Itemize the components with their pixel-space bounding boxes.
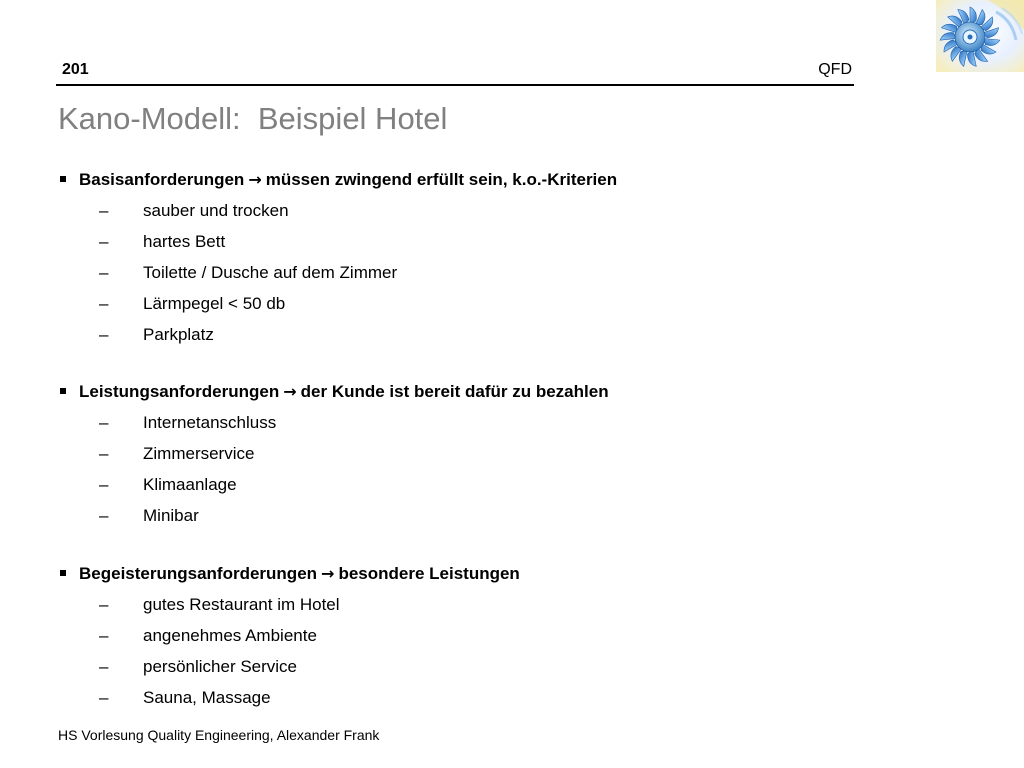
list-item-text: sauber und trocken [143, 201, 289, 220]
dash-bullet: – [99, 688, 109, 707]
section-term: Begeisterungsanforderungen [79, 564, 318, 583]
right-arrow-icon: → [321, 564, 335, 583]
header-topic-label: QFD [818, 61, 852, 78]
section-heading [60, 380, 609, 404]
dash-bullet: – [99, 294, 109, 313]
dash-bullet: – [99, 263, 109, 282]
dash-bullet: – [99, 657, 109, 676]
header-divider [56, 84, 854, 86]
list-item-text: hartes Bett [143, 232, 226, 251]
section-heading [60, 562, 520, 586]
right-arrow-icon: → [283, 382, 297, 401]
slide-title: Kano-Modell: Beispiel Hotel [58, 101, 448, 136]
list-item-text: Internetanschluss [143, 413, 277, 432]
dash-bullet: – [99, 232, 109, 251]
list-item-text: Klimaanlage [143, 475, 237, 494]
dash-bullet: – [99, 626, 109, 645]
list-item-text: Parkplatz [143, 325, 214, 344]
dash-bullet: – [99, 413, 109, 432]
logo-graphic [936, 0, 1024, 72]
dash-bullet: – [99, 201, 109, 220]
list-item-text: Sauna, Massage [143, 688, 271, 707]
list-item-text: gutes Restaurant im Hotel [143, 595, 340, 614]
section-description: der Kunde ist bereit dafür zu bezahlen [300, 382, 609, 401]
section-description: müssen zwingend erfüllt sein, k.o.-Kriterien [265, 170, 618, 189]
slide-number: 201 [62, 61, 89, 78]
section-description: besondere Leistungen [338, 564, 520, 583]
turbine-wheel-icon [936, 0, 1024, 72]
right-arrow-icon: → [248, 170, 262, 189]
square-bullet-icon [60, 570, 66, 576]
footer-text: HS Vorlesung Quality Engineering, Alexander Frank [58, 727, 380, 743]
section-term: Basisanforderungen [79, 170, 245, 189]
dash-bullet: – [99, 475, 109, 494]
list-item-text: persönlicher Service [143, 657, 298, 676]
dash-bullet: – [99, 444, 109, 463]
section-term: Leistungsanforderungen [79, 382, 280, 401]
list-item-text: Zimmerservice [143, 444, 255, 463]
list-item-text: angenehmes Ambiente [143, 626, 317, 645]
square-bullet-icon [60, 176, 66, 182]
list-item-text: Minibar [143, 506, 199, 525]
section-heading [60, 168, 617, 192]
dash-bullet: – [99, 506, 109, 525]
square-bullet-icon [60, 388, 66, 394]
dash-bullet: – [99, 595, 109, 614]
dash-bullet: – [99, 325, 109, 344]
list-item-text: Lärmpegel < 50 db [143, 294, 286, 313]
list-item-text: Toilette / Dusche auf dem Zimmer [143, 263, 398, 282]
